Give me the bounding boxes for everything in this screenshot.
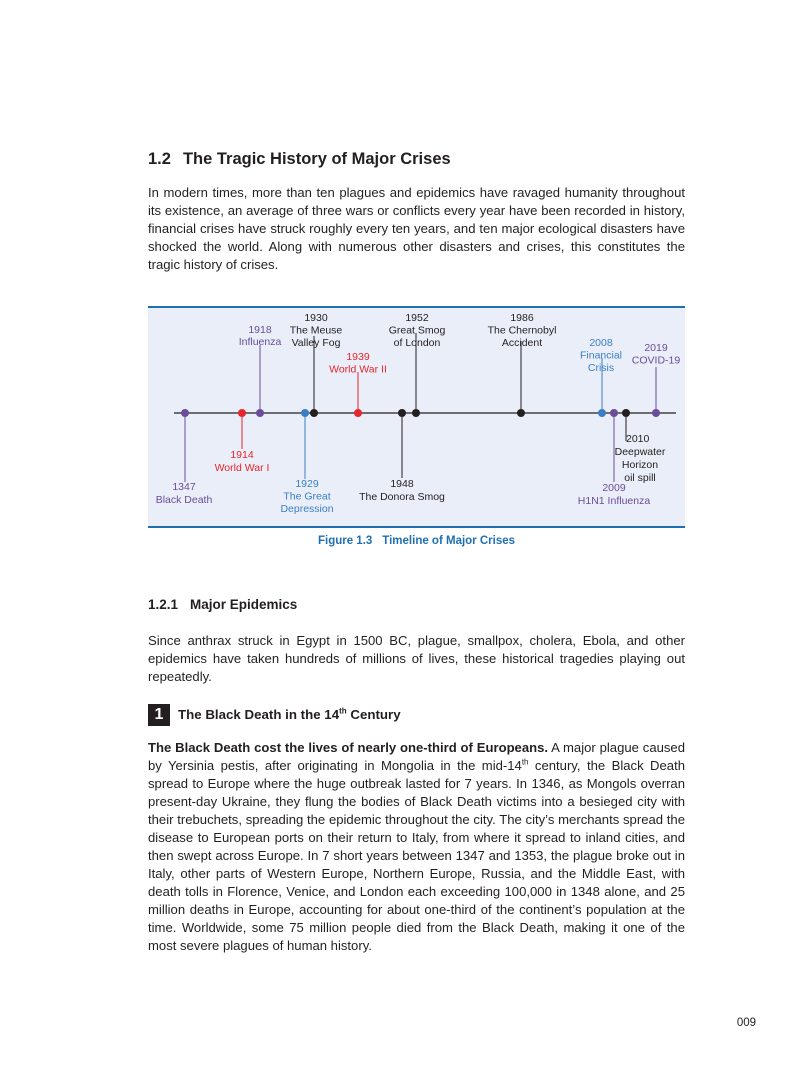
figure-caption-text: Timeline of Major Crises [382,535,516,547]
subsection-number: 1.2.1 [148,597,179,612]
event-year-2019: 2019 [644,342,668,354]
epidemics-paragraph: Since anthrax struck in Egypt in 1500 BC, plague, smallpox, cholera, Ebola, and other epidemics have taken hundreds of millions of lives, these historical tragedies playing out repeatedly. [148,633,685,684]
black-death-sup: th [521,757,529,767]
event-dot-2009 [610,409,618,417]
figure-caption [148,535,685,547]
event-year-1986: 1986 [510,312,534,324]
event-dot-2010 [622,409,630,417]
event-label-2019: COVID-19 [631,354,681,367]
event-label-1929-line-2: Depression [280,503,334,515]
figure-number: Figure 1.3 [317,535,373,547]
event-year-1930: 1930 [304,312,328,324]
timeline-chart [148,308,685,522]
event-label-2008-line-2: Crisis [587,362,615,374]
event-dot-2008 [598,409,606,417]
event-label-1986-line-1: The Chernobyl [487,324,557,337]
item-title-text: The Black Death in the 14 [178,707,340,722]
event-dot-1952 [412,409,420,417]
item-heading [148,703,401,726]
event-label-1930-line-1: The Meuse [289,324,343,337]
event-year-1948: 1948 [390,478,414,490]
event-year-1939: 1939 [346,351,370,363]
event-dot-1939 [354,409,362,417]
event-dot-1347 [181,409,189,417]
section-number: 1.2 [148,150,171,168]
event-label-1914: World War I [214,462,270,474]
event-label-1952-line-1: Great Smog [388,324,446,337]
event-label-2010-line-1: Deepwater [614,446,666,458]
event-dot-1948 [398,409,406,417]
event-year-1918: 1918 [248,324,272,336]
event-label-2009: H1N1 Influenza [577,495,651,507]
event-year-1347: 1347 [172,481,196,493]
event-label-1929-line-1: The Great [283,490,331,503]
event-dot-1929 [301,409,309,417]
event-year-1914: 1914 [230,449,254,461]
timeline-figure [148,306,685,528]
black-death-paragraph [148,739,685,955]
event-label-2008-line-1: Financial [579,349,623,362]
event-label-2010-line-3: oil spill [624,472,656,484]
event-label-1918: Influenza [238,336,282,348]
event-dot-2019 [652,409,660,417]
event-dot-1986 [517,409,525,417]
subsection-heading [148,597,297,612]
item-title [178,707,401,722]
event-label-1948: The Donora Smog [359,491,445,503]
black-death-text-rest: century, the Black Death spread to Europe where the huge outbreak lasted for 7 years. In 1346, as Mongols overran present-day Ukraine, they flung the bodies of Black Death victims into a besieged city with their trebuchets, spreading the epidemic throughout the city. The city’s merchants spread the disease to European ports on their return to Italy, from where it spread to inland cities, and then swept across Europe. In 7 short years between 1347 and 1353, the plague broke out in Italy, other parts of Western Europe, Northern Europe, Russia, and the Middle East, with death tolls in Florence, Venice, and London each exceeding 100,000 in 1348 alone, and 25 million deaths in Europe, accounting for about one-third of the continent’s population at the time. Worldwide, some 75 million people died from the Black Death, making it one of the most severe plagues of human history. [148,758,685,953]
black-death-text: A major plague caused by Yersinia pestis, after originating in Mongolia in the mid-14 [148,740,685,773]
event-dot-1918 [256,409,264,417]
event-year-2008: 2008 [589,337,613,349]
event-year-2009: 2009 [602,482,626,494]
section-title: The Tragic History of Major Crises [182,150,451,168]
page-number: 009 [736,1017,756,1029]
event-year-2010: 2010 [626,433,650,445]
section-heading [148,150,451,169]
event-label-1347: Black Death [155,494,213,506]
event-label-1930-line-2: Valley Fog [291,337,341,349]
event-label-1952-line-2: of London [393,337,441,349]
item-number-badge: 1 [148,704,170,726]
event-year-1929: 1929 [295,478,319,490]
event-label-1939: World War II [329,363,387,376]
event-label-2010-line-2: Horizon [621,459,659,471]
event-dot-1914 [238,409,246,417]
item-title-suffix: Century [346,707,401,722]
event-year-1952: 1952 [405,312,429,324]
black-death-lead: The Black Death cost the lives of nearly one-third of Europeans. [148,740,549,755]
subsection-title: Major Epidemics [190,597,298,612]
item-title-sup: th [339,706,347,716]
event-dot-1930 [310,409,318,417]
event-label-1986-line-2: Accident [501,337,543,349]
intro-paragraph: In modern times, more than ten plagues and epidemics have ravaged humanity throughout its existence, an average of three wars or conflicts every year have been recorded in history, financial crises have struck roughly every ten years, and ten major ecological disasters have shocked the world. Along with numerous other disasters and crises, this constitutes the tragic history of crises. [148,185,685,272]
